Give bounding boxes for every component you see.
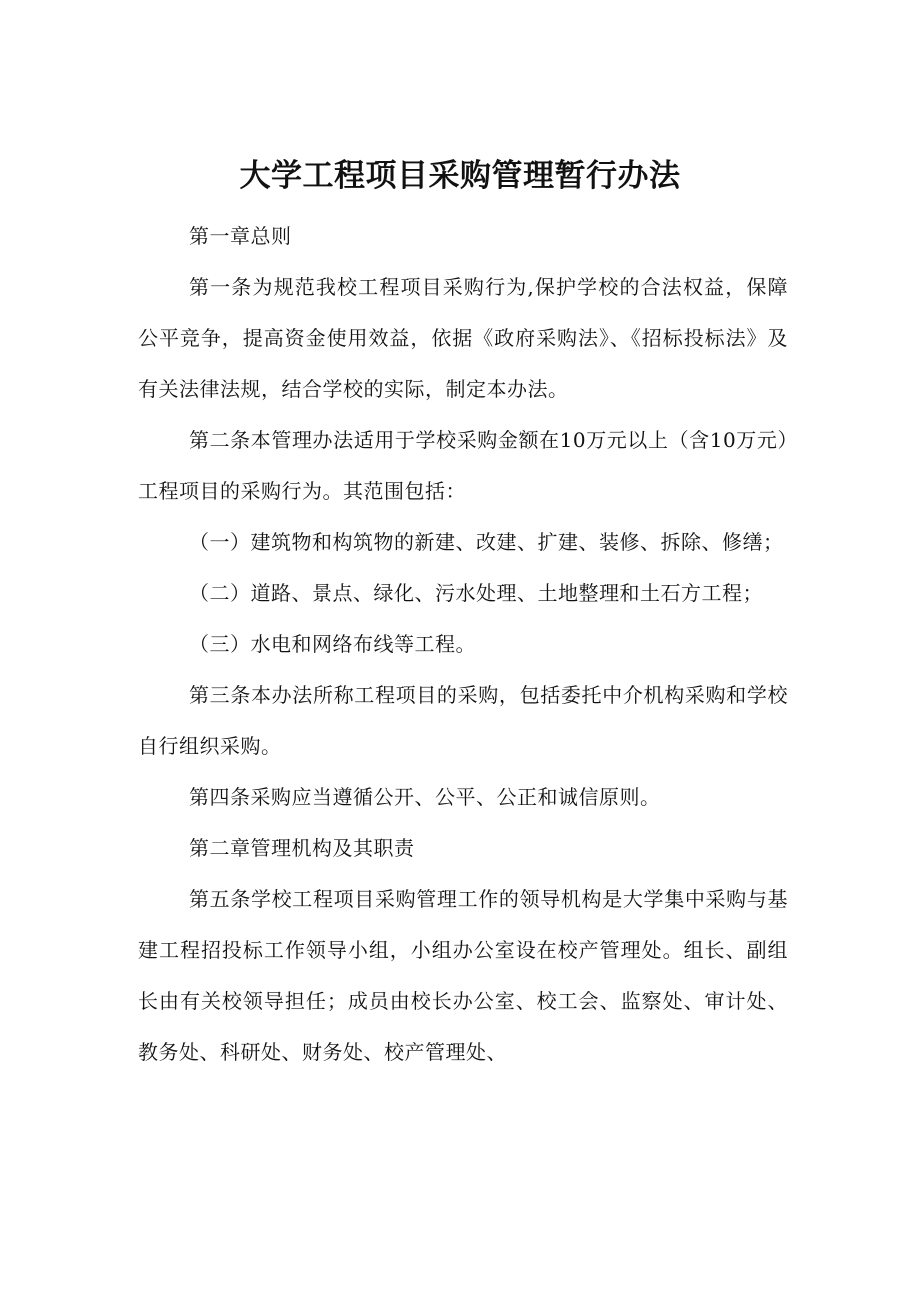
article-paragraph: 第三条本办法所称工程项目的采购，包括委托中介机构采购和学校自行组织采购。 bbox=[138, 683, 788, 758]
chapter-heading: 第二章管理机构及其职责 bbox=[189, 836, 415, 860]
list-item: （二）道路、景点、绿化、污水处理、土地整理和土石方工程； bbox=[189, 581, 763, 605]
article-paragraph: 第四条采购应当遵循公开、公平、公正和诚信原则。 bbox=[189, 785, 661, 809]
chapter-heading: 第一章总则 bbox=[189, 224, 292, 248]
article-paragraph: 第一条为规范我校工程项目采购行为,保护学校的合法权益，保障公平竞争，提高资金使用效益，依据《政府采购法》、《招标投标法》及有关法律法规，结合学校的实际，制定本办法。 bbox=[138, 275, 788, 401]
document-title: 大学工程项目采购管理暂行办法 bbox=[239, 157, 681, 194]
list-item: （三）水电和网络布线等工程。 bbox=[189, 632, 476, 656]
list-item: （一）建筑物和构筑物的新建、改建、扩建、装修、拆除、修缮； bbox=[189, 530, 784, 554]
article-paragraph: 第二条本管理办法适用于学校采购金额在10万元以上（含10万元）工程项目的采购行为。其范围包括： bbox=[138, 428, 788, 503]
document-body bbox=[138, 211, 788, 1078]
article-paragraph: 第五条学校工程项目采购管理工作的领导机构是大学集中采购与基建工程招投标工作领导小组，小组办公室设在校产管理处。组长、副组长由有关校领导担任；成员由校长办公室、校工会、监察处、审计处、教务处、科研处、财务处、校产管理处、 bbox=[138, 887, 788, 1064]
